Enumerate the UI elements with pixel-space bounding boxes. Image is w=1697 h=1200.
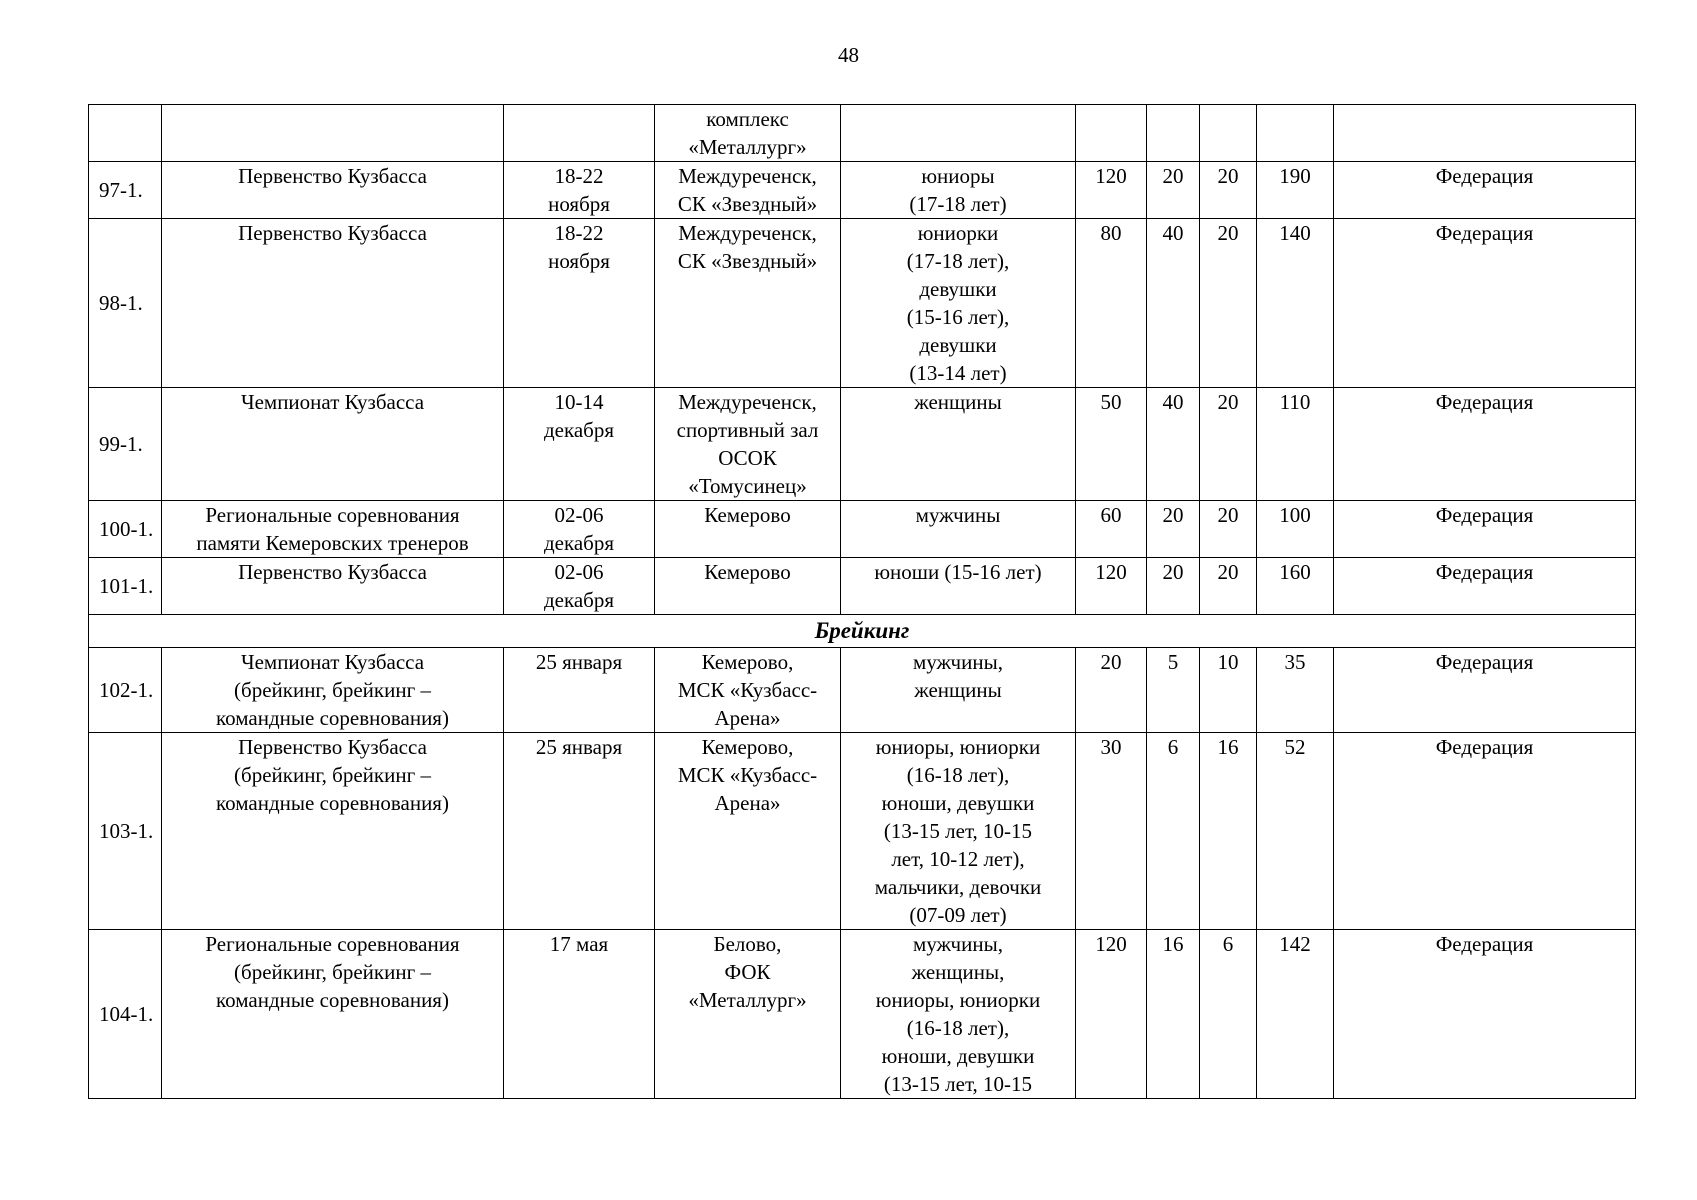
organizer: Федерация — [1334, 733, 1636, 930]
row-number: 101-1. — [89, 558, 162, 615]
table-row — [89, 162, 1636, 219]
event-name — [162, 105, 504, 162]
organizer: Федерация — [1334, 219, 1636, 388]
participants-line: женщины — [914, 678, 1002, 702]
participants-line: (15-16 лет), — [906, 305, 1010, 329]
participants-line: мужчины — [915, 503, 1001, 527]
count-total — [1257, 105, 1334, 162]
count-2 — [1147, 105, 1200, 162]
event-name-line: Чемпионат Кузбасса — [240, 390, 425, 414]
count-3: 20 — [1200, 162, 1257, 219]
event-name-line: Первенство Кузбасса — [238, 221, 427, 245]
row-number — [89, 105, 162, 162]
participants-line: (17-18 лет), — [906, 249, 1010, 273]
event-place-line: «Металлург» — [688, 988, 807, 1012]
count-1: 30 — [1076, 733, 1147, 930]
event-name-line: Первенство Кузбасса — [238, 560, 427, 584]
event-place — [655, 648, 841, 733]
row-number: 97-1. — [89, 162, 162, 219]
event-name-line: командные соревнования) — [216, 706, 449, 730]
event-dates-line: 25 января — [535, 735, 623, 759]
table-body-top — [89, 105, 1636, 615]
event-name-line: памяти Кемеровских тренеров — [196, 531, 469, 555]
participants — [841, 219, 1076, 388]
event-dates-line: 02-06 — [554, 560, 604, 584]
count-total: 190 — [1257, 162, 1334, 219]
table-row — [89, 733, 1636, 930]
event-name — [162, 930, 504, 1099]
event-dates — [504, 648, 655, 733]
count-2: 5 — [1147, 648, 1200, 733]
organizer: Федерация — [1334, 930, 1636, 1099]
count-2: 40 — [1147, 388, 1200, 501]
count-3: 16 — [1200, 733, 1257, 930]
count-total: 140 — [1257, 219, 1334, 388]
event-dates — [504, 219, 655, 388]
count-2: 6 — [1147, 733, 1200, 930]
event-dates-line: ноября — [548, 192, 610, 216]
event-place-line: ФОК — [724, 960, 771, 984]
event-place-line: Междуреченск, — [678, 390, 817, 414]
count-3: 20 — [1200, 558, 1257, 615]
event-place-line: Белово, — [713, 932, 782, 956]
event-place-line: спортивный зал — [676, 418, 819, 442]
event-dates-line: 18-22 — [554, 221, 604, 245]
event-dates — [504, 558, 655, 615]
event-name-line: Чемпионат Кузбасса — [240, 650, 425, 674]
participants — [841, 733, 1076, 930]
event-name-line: Первенство Кузбасса — [238, 164, 427, 188]
row-number: 103-1. — [89, 733, 162, 930]
count-3: 10 — [1200, 648, 1257, 733]
participants — [841, 558, 1076, 615]
event-place-line: СК «Звездный» — [677, 249, 818, 273]
event-place-line: Кемерово — [704, 503, 791, 527]
table-row — [89, 930, 1636, 1099]
event-dates — [504, 105, 655, 162]
event-place-line: Междуреченск, — [678, 164, 817, 188]
participants-line: девушки — [919, 277, 997, 301]
row-number: 104-1. — [89, 930, 162, 1099]
event-dates — [504, 930, 655, 1099]
participants — [841, 105, 1076, 162]
event-place — [655, 733, 841, 930]
participants-line: девушки — [919, 333, 997, 357]
count-1: 20 — [1076, 648, 1147, 733]
count-total: 160 — [1257, 558, 1334, 615]
event-dates — [504, 733, 655, 930]
event-dates-line: 25 января — [535, 650, 623, 674]
participants — [841, 930, 1076, 1099]
participants-line: юноши, девушки — [881, 1044, 1035, 1068]
count-1: 120 — [1076, 930, 1147, 1099]
section-header-row — [89, 615, 1636, 648]
event-place — [655, 219, 841, 388]
section-title: Брейкинг — [89, 615, 1636, 648]
event-place-line: Междуреченск, — [678, 221, 817, 245]
organizer: Федерация — [1334, 162, 1636, 219]
table-row — [89, 501, 1636, 558]
event-place — [655, 388, 841, 501]
count-total: 52 — [1257, 733, 1334, 930]
event-name-line: Первенство Кузбасса — [238, 735, 427, 759]
event-name-line: командные соревнования) — [216, 988, 449, 1012]
event-name — [162, 388, 504, 501]
table-row — [89, 105, 1636, 162]
event-dates — [504, 162, 655, 219]
participants-line: (17-18 лет) — [909, 192, 1007, 216]
organizer: Федерация — [1334, 558, 1636, 615]
participants — [841, 648, 1076, 733]
organizer: Федерация — [1334, 501, 1636, 558]
event-place-line: комплекс — [706, 107, 789, 131]
participants-line: женщины — [914, 390, 1002, 414]
event-dates-line: ноября — [548, 249, 610, 273]
event-dates-line: декабря — [543, 531, 615, 555]
participants-line: юниорки — [917, 221, 999, 245]
event-dates-line: 02-06 — [554, 503, 604, 527]
count-2: 40 — [1147, 219, 1200, 388]
event-name — [162, 648, 504, 733]
participants-line: юниоры, юниорки — [875, 735, 1041, 759]
event-dates — [504, 501, 655, 558]
event-name-line: командные соревнования) — [216, 791, 449, 815]
event-place-line: СК «Звездный» — [677, 192, 818, 216]
participants-line: женщины, — [911, 960, 1005, 984]
page-number: 48 — [838, 43, 859, 67]
event-dates — [504, 388, 655, 501]
count-2: 20 — [1147, 501, 1200, 558]
participants-line: мальчики, девочки — [874, 875, 1042, 899]
event-place-line: «Томусинец» — [688, 474, 807, 498]
event-dates-line: 10-14 — [554, 390, 604, 414]
table-row — [89, 219, 1636, 388]
event-dates-line: декабря — [543, 588, 615, 612]
count-total: 110 — [1257, 388, 1334, 501]
participants-line: юноши (15-16 лет) — [874, 560, 1042, 584]
count-1: 120 — [1076, 162, 1147, 219]
participants-line: юниоры — [921, 164, 995, 188]
event-place-line: Кемерово, — [701, 650, 794, 674]
event-name-line: (брейкинг, брейкинг – — [234, 678, 431, 702]
count-1 — [1076, 105, 1147, 162]
organizer: Федерация — [1334, 648, 1636, 733]
participants-line: (13-15 лет, 10-15 — [883, 819, 1033, 843]
count-2: 20 — [1147, 162, 1200, 219]
participants-line: мужчины, — [913, 932, 1003, 956]
count-3: 20 — [1200, 501, 1257, 558]
event-name-line: (брейкинг, брейкинг – — [234, 763, 431, 787]
participants-line: мужчины, — [913, 650, 1003, 674]
participants-line: юноши, девушки — [881, 791, 1035, 815]
count-3: 6 — [1200, 930, 1257, 1099]
count-total: 100 — [1257, 501, 1334, 558]
events-table — [88, 104, 1636, 1099]
event-place-line: Кемерово — [704, 560, 791, 584]
participants-line: (07-09 лет) — [909, 903, 1007, 927]
event-place-line: МСК «Кузбасс- — [677, 763, 818, 787]
count-1: 50 — [1076, 388, 1147, 501]
organizer: Федерация — [1334, 388, 1636, 501]
event-place — [655, 105, 841, 162]
event-place — [655, 501, 841, 558]
count-1: 60 — [1076, 501, 1147, 558]
section-body — [89, 615, 1636, 648]
event-place-line: МСК «Кузбасс- — [677, 678, 818, 702]
event-place-line: Арена» — [714, 706, 781, 730]
event-dates-line: декабря — [543, 418, 615, 442]
event-place-line: Кемерово, — [701, 735, 794, 759]
count-3 — [1200, 105, 1257, 162]
participants-line: (16-18 лет), — [906, 763, 1010, 787]
event-name — [162, 558, 504, 615]
row-number: 99-1. — [89, 388, 162, 501]
table-row — [89, 388, 1636, 501]
event-place-line: ОСОК — [718, 446, 777, 470]
count-total: 35 — [1257, 648, 1334, 733]
count-3: 20 — [1200, 219, 1257, 388]
count-3: 20 — [1200, 388, 1257, 501]
event-place-line: «Металлург» — [688, 135, 807, 159]
event-place-line: Арена» — [714, 791, 781, 815]
count-1: 120 — [1076, 558, 1147, 615]
event-name — [162, 501, 504, 558]
count-total: 142 — [1257, 930, 1334, 1099]
event-place — [655, 930, 841, 1099]
participants — [841, 501, 1076, 558]
participants — [841, 388, 1076, 501]
event-name-line: Региональные соревнования — [205, 932, 460, 956]
table-body-bottom — [89, 648, 1636, 1099]
table-row — [89, 558, 1636, 615]
event-name — [162, 219, 504, 388]
row-number: 100-1. — [89, 501, 162, 558]
count-1: 80 — [1076, 219, 1147, 388]
event-dates-line: 18-22 — [554, 164, 604, 188]
event-name-line: (брейкинг, брейкинг – — [234, 960, 431, 984]
participants-line: (13-14 лет) — [909, 361, 1007, 385]
participants — [841, 162, 1076, 219]
event-place — [655, 558, 841, 615]
event-name-line: Региональные соревнования — [205, 503, 460, 527]
row-number: 98-1. — [89, 219, 162, 388]
event-dates-line: 17 мая — [549, 932, 609, 956]
event-place — [655, 162, 841, 219]
participants-line: (16-18 лет), — [906, 1016, 1010, 1040]
count-2: 16 — [1147, 930, 1200, 1099]
participants-line: юниоры, юниорки — [875, 988, 1041, 1012]
event-name — [162, 733, 504, 930]
event-name — [162, 162, 504, 219]
table-row — [89, 648, 1636, 733]
count-2: 20 — [1147, 558, 1200, 615]
organizer — [1334, 105, 1636, 162]
participants-line: лет, 10-12 лет), — [891, 847, 1025, 871]
participants-line: (13-15 лет, 10-15 — [883, 1072, 1033, 1096]
row-number: 102-1. — [89, 648, 162, 733]
